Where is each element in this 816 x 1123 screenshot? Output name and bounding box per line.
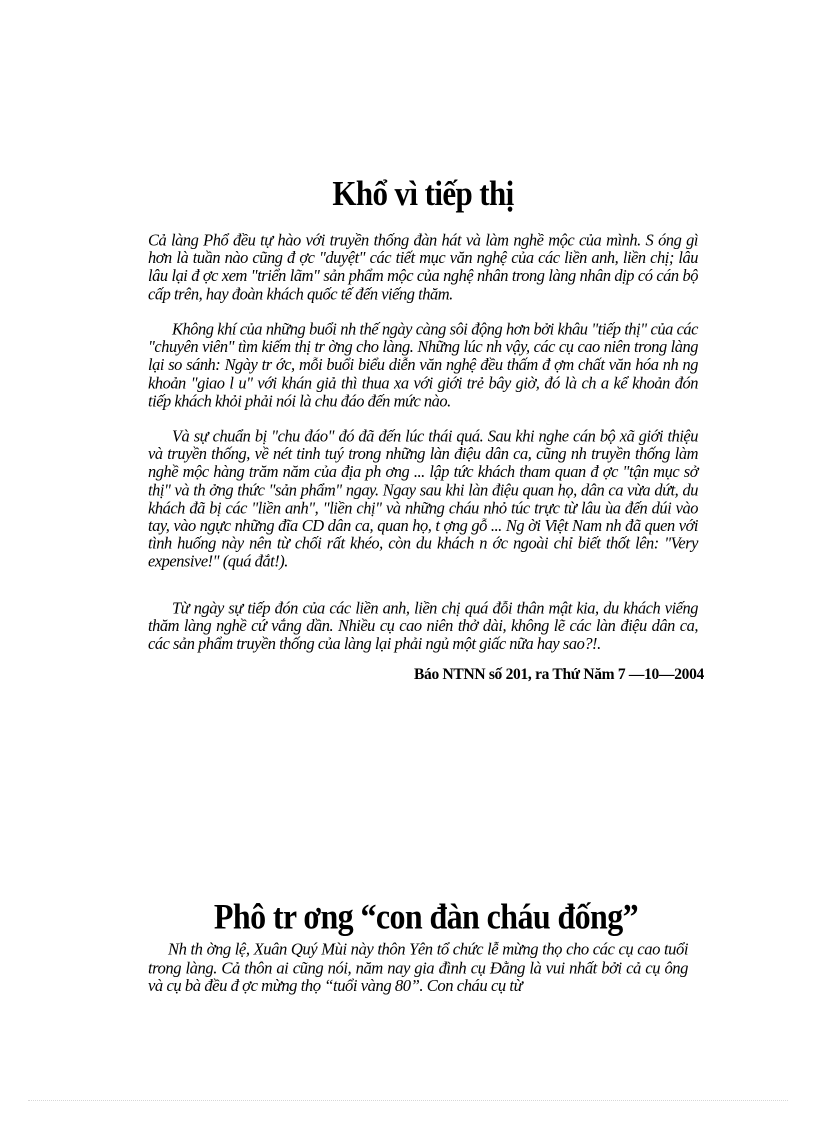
article-title-kho-vi-tiep-thi: Khổ vì tiếp thị <box>332 173 514 214</box>
article-title-pho-truong: Phô tr ơng “con đàn cháu đống” <box>213 895 639 937</box>
page-bottom-divider <box>28 1100 788 1101</box>
article1-paragraph-3: Và sự chuẩn bị "chu đáo" đó đã đến lúc thái quá. Sau khi nghe cán bộ xã giới thiệu và truyền thống, về nét tinh tuý trong những làn điệu dân ca, cũng nh truyền thống làm nghề mộc hàng trăm năm của địa ph ơng ... lập tức khách tham quan đ ợc "tận mục sở thị" và th ởng thức "sản phẩm" ngay. Ngay sau khi làn điệu quan họ, dân ca vừa dứt, du khách đã bị các "liền anh", "liền chị" và những cháu nhỏ túc trực từ lâu ùa đến dúi vào tay, vào ngực những đĩa CD dân ca, quan họ, t ợng gỗ ... Ng ời Việt Nam nh đã quen với tình huống này nên từ chối rất khéo, còn du khách n ớc ngoài chỉ biết thốt lên: "Very expensive!" (quá đắt!). <box>148 425 698 571</box>
article1-paragraph-4: Từ ngày sự tiếp đón của các liền anh, liền chị quá đỗi thân mật kia, du khách viếng thăm làng nghề cứ vắng dần. Nhiều cụ cao niên thở dài, không lẽ các làn điệu dân ca, các sản phẩm truyền thống của làng lại phải ngủ một giấc nữa hay sao?!. <box>148 597 698 654</box>
article2-paragraph-1: Nh th ờng lệ, Xuân Quý Mùi này thôn Yên tổ chức lễ mừng thọ cho các cụ cao tuổi trong làng. Cả thôn ai cũng nói, năm nay gia đình cụ Đằng là vui nhất bởi cả cụ ông và cụ bà đều đ ợc mừng thọ “tuổi vàng 80”. Con cháu cụ từ <box>148 938 688 996</box>
article1-source-citation: Báo NTNN số 201, ra Thứ Năm 7 —10—2004 <box>414 666 704 683</box>
article1-paragraph-1: Cả làng Phổ đều tự hào với truyền thống đàn hát và làm nghề mộc của mình. S óng gì hơn là tuần nào cũng đ ợc "duyệt" các tiết mục văn nghệ của các liền anh, liền chị; lâu lâu lại đ ợc xem "triển lãm" sản phẩm mộc của nghệ nhân trong làng nhân dịp có cán bộ cấp trên, hay đoàn khách quốc tế đến viếng thăm. <box>148 229 698 304</box>
article1-paragraph-2: Không khí của những buổi nh thế ngày càng sôi động hơn bởi khâu "tiếp thị" của các "chuyên viên" tìm kiếm thị tr ờng cho làng. Những lúc nh vậy, các cụ cao niên trong làng lại so sánh: Ngày tr ớc, mỗi buổi biểu diễn văn nghệ đều thấm đ ợm chất văn hóa nh ng khoản "giao l u" với khán giả thì thua xa với giới trẻ bây giờ, đó là ch a kể khoản đón tiếp khách khỏi phải nói là chu đáo đến mức nào. <box>148 318 698 411</box>
